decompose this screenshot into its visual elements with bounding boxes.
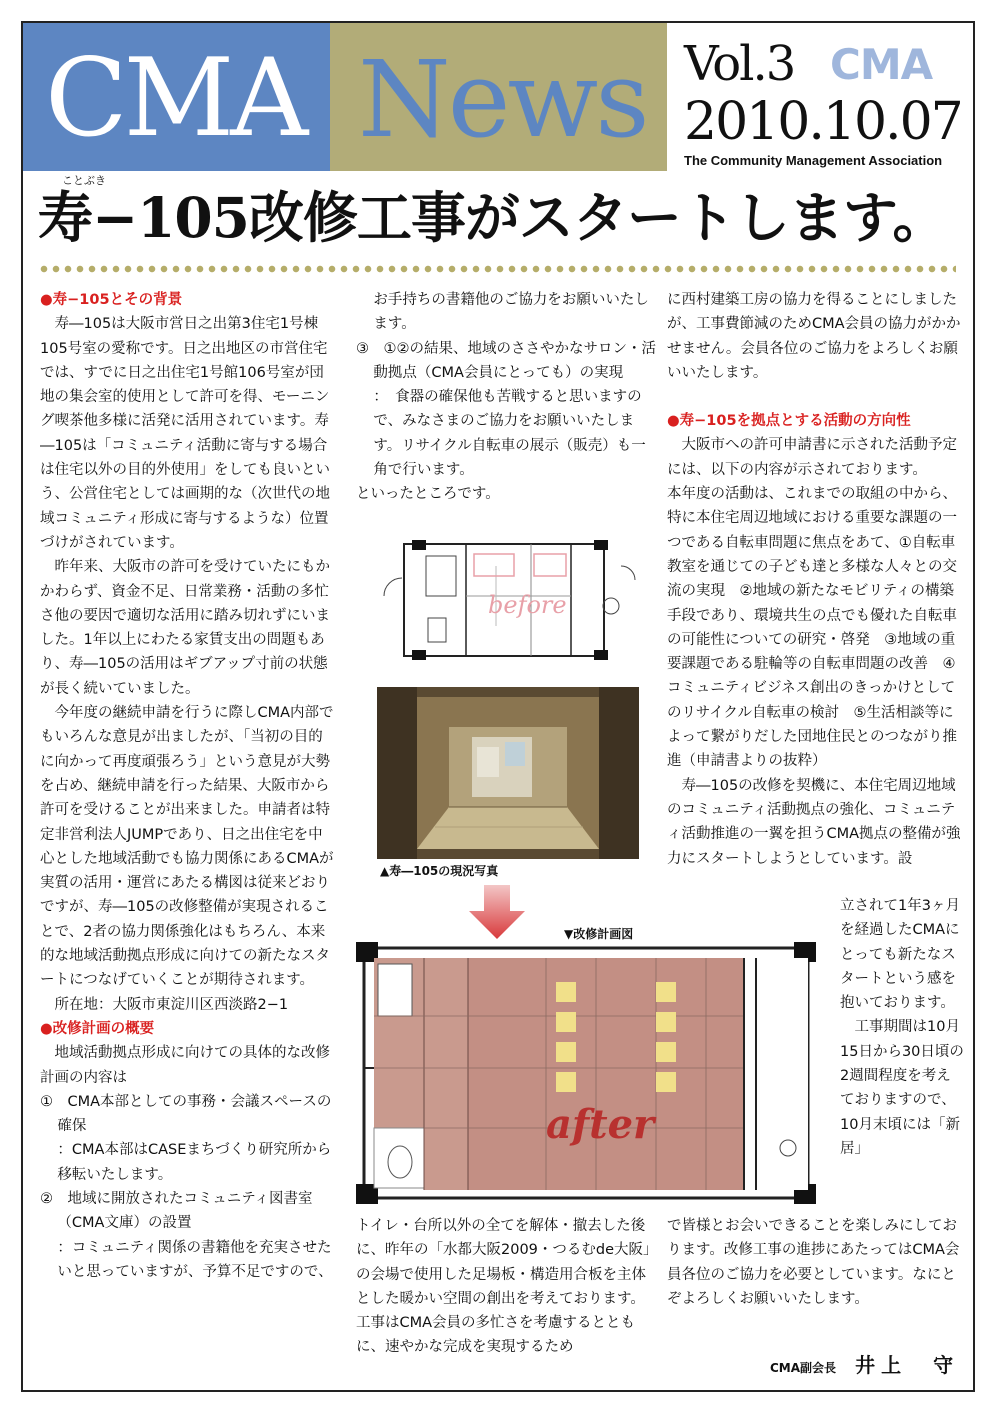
- column-2-top: [356, 288, 656, 507]
- paragraph: 昨年来、大阪市の許可を受けていたにもかかわらず、資金不足、日常業務・活動の多忙さ他の要因で適切な活用に踏み切れずにいました。1年以上にわたる家賃支出の問題もあり、寿―105の活用はギブアップ寸前の状態が長く続いていました。: [40, 559, 330, 697]
- paragraph: 今年度の継続申請を行うに際しCMA内部でもいろんな意見が出ましたが、「当初の目的に向かって再度頑張ろう」という意見が大勢を占め、継続申請を行った結果、大阪市から許可を受けることが出来ました。申請者は特定非営利法人JUMPであり、日之出住宅を中心とした地域活動でも協力関係にあるCMAが実質の活用・運営にあたる構図は従来どおりですが、寿―105の改修整備が実現されることで、2者の協力関係強化はもちろん、本来的な地域活動拠点形成に向けての新たなスタートにつなげていくことが期待されます。: [40, 705, 334, 989]
- plan-caption: ▼改修計画図: [564, 927, 634, 941]
- section-heading-plan: ●改修計画の概要: [40, 1020, 155, 1037]
- association-name: The Community Management Association: [684, 153, 943, 168]
- paragraph: 寿―105は大阪市営日之出第3住宅1号棟105号室の愛称です。日之出地区の市営住宅では、すでに日之出住宅1号館106号室が団地の集会室的使用として許可を得、モーニング喫茶他多様に活発に活用されています。寿―105は「コミュニティ活動に寄与する場合は住宅以外の目的外使用」をしても良いという、公営住宅としては画期的な（次世代の地域コミュニティ形成に寄与するような）位置づけがされています。: [40, 316, 330, 551]
- paragraph: 工事期間は10月15日から30日頃の2週間程度を考えておりますので、10月末頃には「新居」: [840, 1019, 964, 1157]
- site-photo: [377, 687, 639, 859]
- paragraph: お手持ちの書籍他のご協力をお願いいたします。: [373, 292, 649, 333]
- paragraph: 本年度の活動は、これまでの取組の中から、特に本住宅周辺地域における重要な課題の一つである自転車問題に焦点をあて、①自転車教室を通じての子ども達と多様な人々との交流の実現 ②地域の新たなモビリティの構築手段であり、環境共生の点でも優れた自転車の可能性についての研究・啓発 ③地域の重要課題である駐輪等の自転車問題の改善 ④コミュニティビジネス創出のきっかけとしてのリサイクル自転車の検討 ⑤生活相談等によって繋がりだした団地住民とのつながり推進（申請書よりの抜粋）: [667, 486, 957, 770]
- signature-role: CMA副会長: [770, 1361, 837, 1375]
- masthead-cma-block: [23, 23, 330, 171]
- issue-date: 2010.10.07: [684, 92, 962, 152]
- column-3-narrow: [840, 894, 965, 1161]
- column-3-bottom: [667, 1214, 967, 1311]
- photo-caption: ▲寿―105の現況写真: [380, 864, 499, 878]
- headline-ruby: ことぶき: [62, 174, 106, 187]
- paragraph: 大阪市への許可申請書に示された活動予定には、以下の内容が示されております。: [667, 437, 957, 478]
- list-item: ② 地域に開放されたコミュニティ図書室（CMA文庫）の設置: [40, 1190, 313, 1232]
- masthead-news: News: [358, 38, 647, 161]
- signature-name: 井上 守: [855, 1353, 960, 1377]
- column-2-bottom: [356, 1214, 656, 1360]
- down-arrow-icon: [467, 885, 527, 940]
- dotted-divider: [38, 264, 956, 274]
- paragraph: 地域活動拠点形成に向けての具体的な改修計画の内容は: [40, 1045, 330, 1086]
- cma-logo: CMA: [830, 40, 933, 89]
- list-item-note: ：コミュニティ関係の書籍他を充実させたいと思っていますが、予算不足ですので、: [57, 1239, 333, 1280]
- paragraph: で皆様とお会いできることを楽しみにしております。改修工事の進捗にあたってはCMA会員各位のご協力を必要としています。なにとぞよろしくお願いいたします。: [667, 1218, 960, 1307]
- column-1: [40, 288, 336, 1284]
- paragraph: に西村建築工房の協力を得ることにしましたが、工事費節減のためCMA会員の協力がかかせません。会員各位のご協力をよろしくお願いいたします。: [667, 292, 961, 381]
- column-3: [667, 288, 967, 871]
- paragraph: 寿―105の改修を契機に、本住宅周辺地域のコミュニティ活動拠点の強化、コミュニティ活動推進の一翼を担うCMA拠点の整備が強力にスタートしようとしています。設: [667, 777, 961, 867]
- masthead-news-block: [330, 23, 667, 171]
- list-item-note: ： 食器の確保他も苦戦すると思いますので、みなさまのご協力をお願いいたします。リサイクル自転車の展示（販売）も一角で行います。: [373, 389, 646, 479]
- headline: 寿−105改修工事がスタートします。: [38, 185, 947, 250]
- masthead-cma: CMA: [45, 36, 305, 161]
- section-heading-direction: ●寿−105を拠点とする活動の方向性: [667, 413, 911, 430]
- paragraph: トイレ・台所以外の全てを解体・撤去した後に、昨年の「水都大阪2009・つるむde大阪」の会場で使用した足場板・構造用合板を主体とした暖かい空間の創出を考えております。工事はCMA会員の多忙さを考慮するとともに、速やかな完成を実現するため: [356, 1218, 651, 1356]
- paragraph: といったところです。: [356, 486, 500, 503]
- list-item: ① CMA本部としての事務・会議スペースの確保: [40, 1093, 332, 1135]
- section-heading-background: ●寿−105とその背景: [40, 292, 183, 308]
- signature: [770, 1349, 959, 1378]
- volume-number: Vol.3: [684, 36, 795, 92]
- after-floor-plan: [356, 938, 832, 1206]
- paragraph: 立されて1年3ヶ月を経過したCMAにとっても新たなスタートという感を抱いております。: [840, 898, 960, 1012]
- before-label: before: [488, 591, 567, 619]
- list-item: ③ ①②の結果、地域のささやかなサロン・活動拠点（CMA会員にとっても）の実現: [356, 340, 656, 381]
- before-floor-plan: [356, 526, 656, 676]
- list-item-note: ：CMA本部はCASEまちづくり研究所から移転いたします。: [57, 1142, 332, 1183]
- after-label: after: [546, 1101, 655, 1148]
- address: 所在地：大阪市東淀川区西淡路2−1: [54, 996, 289, 1013]
